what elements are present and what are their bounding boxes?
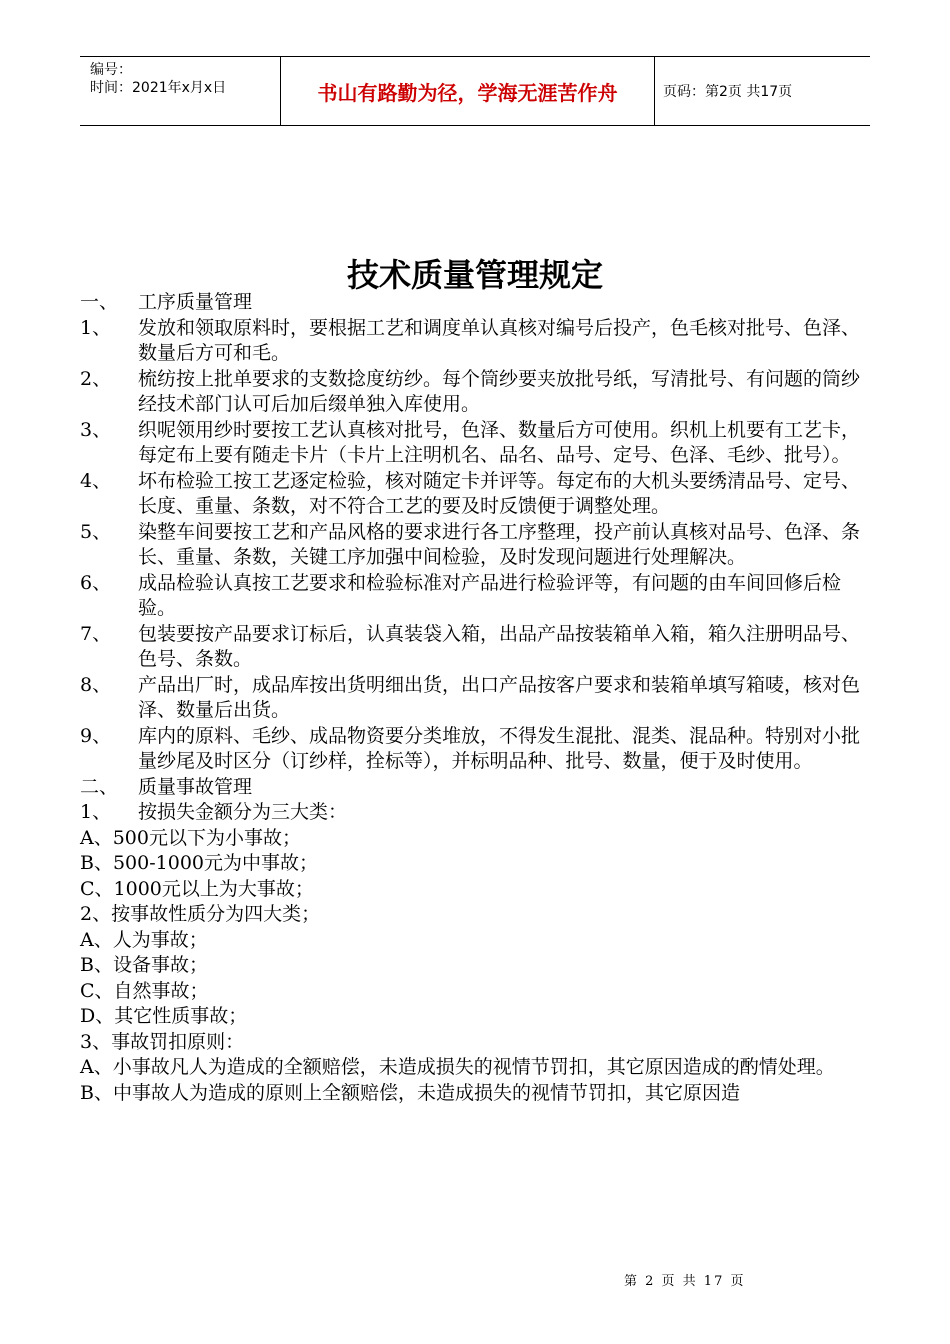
header-motto: 书山有路勤为径，学海无涯苦作舟 — [281, 57, 655, 125]
header-page-info: 页码：第2页 共17页 — [663, 84, 793, 100]
item-number: 7、 — [80, 622, 112, 645]
item-number: 6、 — [80, 571, 112, 594]
document-title: 技术质量管理规定 — [346, 256, 603, 294]
document-body — [80, 290, 870, 1106]
item-number: 1、 — [80, 801, 112, 823]
section-title: 质量事故管理 — [138, 775, 253, 798]
item-text: 发放和领取原料时，要根据工艺和调度单认真核对编号后投产，色毛核对批号、色泽、数量后方可和毛。 — [138, 316, 861, 364]
list-item — [80, 673, 870, 724]
text-line: A、人为事故； — [80, 928, 208, 951]
list-item — [80, 622, 870, 673]
section-heading — [80, 775, 870, 801]
text-line: A、500元以下为小事故； — [80, 826, 301, 849]
section1-items — [80, 316, 870, 775]
item-text: 坏布检验工按工艺逐定检验，核对随定卡并评等。每定布的大机头要绣清品号、定号、长度、重量、条数，对不符合工艺的要及时反馈便于调整处理。 — [138, 469, 861, 517]
item-text: 按损失金额分为三大类： — [138, 801, 348, 823]
item-text: 包装要按产品要求订标后，认真装袋入箱，出品产品按装箱单入箱，箱久注册明品号、色号、条数。 — [138, 622, 861, 670]
header-time-label: 时间：2021年x月x日 — [90, 80, 227, 96]
item-number: 2、 — [80, 367, 112, 390]
section-title: 工序质量管理 — [138, 291, 253, 313]
text-line: C、自然事故； — [80, 979, 209, 1002]
header-meta — [80, 57, 281, 125]
list-item — [80, 800, 870, 826]
list-item — [80, 571, 870, 622]
text-line: C、1000元以上为大事故； — [80, 877, 314, 900]
section-number: 一、 — [80, 291, 119, 313]
item-text: 梳纺按上批单要求的支数捻度纺纱。每个筒纱要夹放批号纸，写清批号、有问题的筒纱经技术部门认可后加后缀单独入库使用。 — [138, 367, 861, 415]
list-item — [80, 316, 870, 367]
list-item — [80, 418, 870, 469]
page-footer: 第 2 页 共 17 页 — [624, 1274, 746, 1289]
item-number: 9、 — [80, 724, 112, 747]
list-item — [80, 520, 870, 571]
item-number: 4、 — [80, 469, 112, 492]
item-number: 5、 — [80, 520, 112, 543]
header-number-label: 编号： — [90, 62, 132, 78]
item-number: 8、 — [80, 673, 112, 696]
text-line: B、500-1000元为中事故； — [80, 852, 319, 874]
text-line: 2、按事故性质分为四大类； — [80, 903, 321, 925]
item-text: 库内的原料、毛纱、成品物资要分类堆放，不得发生混批、混类、混品种。特别对小批量纱尾及时区分（订纱样，拴标等），并标明品种、批号、数量，便于及时使用。 — [138, 724, 861, 772]
page-header — [80, 56, 870, 126]
text-line: D、其它性质事故； — [80, 1005, 248, 1027]
text-line: B、中事故人为造成的原则上全额赔偿，未造成损失的视情节罚扣，其它原因造 — [80, 1081, 740, 1104]
section-heading — [80, 290, 870, 316]
item-text: 成品检验认真按工艺要求和检验标准对产品进行检验评等，有问题的由车间回修后检验。 — [138, 571, 842, 619]
list-item — [80, 724, 870, 775]
list-item — [80, 469, 870, 520]
item-number: 1、 — [80, 316, 112, 339]
item-text: 织呢领用纱时要按工艺认真核对批号，色泽、数量后方可使用。织机上机要有工艺卡，每定布上要有随走卡片（卡片上注明机名、品名、品号、定号、色泽、毛纱、批号）。 — [138, 418, 861, 466]
item-text: 染整车间要按工艺和产品风格的要求进行各工序整理，投产前认真核对品号、色泽、条长、重量、条数，关键工序加强中间检验，及时发现问题进行处理解决。 — [138, 520, 861, 568]
text-line: B、设备事故； — [80, 954, 208, 976]
section2-lines — [80, 826, 870, 1107]
list-item — [80, 367, 870, 418]
item-number: 3、 — [80, 418, 112, 441]
text-line: A、小事故凡人为造成的全额赔偿，未造成损失的视情节罚扣，其它原因造成的酌情处理。 — [80, 1056, 835, 1078]
text-line: 3、事故罚扣原则： — [80, 1030, 245, 1053]
section-number: 二、 — [80, 775, 119, 798]
item-text: 产品出厂时，成品库按出货明细出货，出口产品按客户要求和装箱单填写箱唛，核对色泽、数量后出货。 — [138, 673, 861, 721]
